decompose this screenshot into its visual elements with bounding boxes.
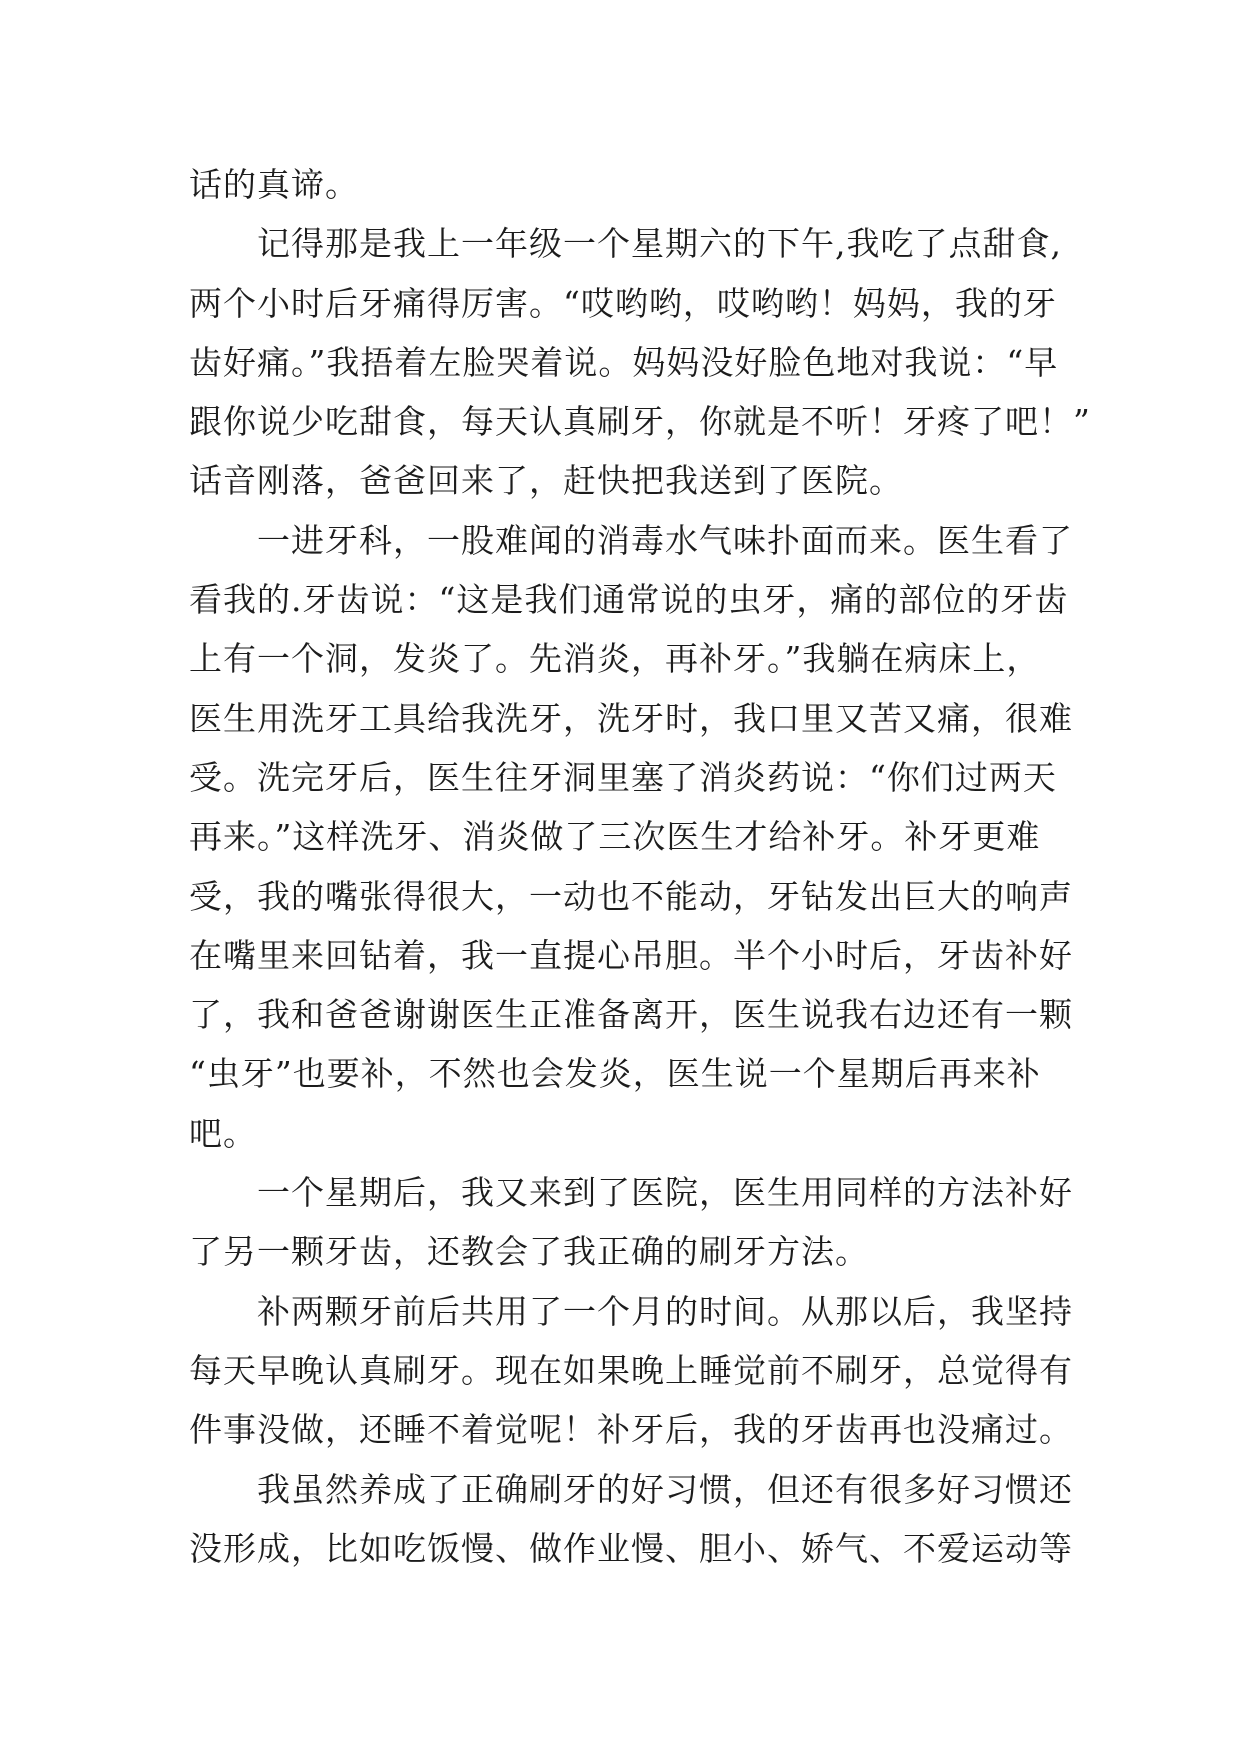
text-line: 了，我和爸爸谢谢医生正准备离开，医生说我右边还有一颗	[189, 995, 1073, 1035]
text-line: 齿好痛。”我捂着左脸哭着说。妈妈没好脸色地对我说：“早	[189, 342, 1059, 382]
paragraph-6	[189, 1460, 1089, 1579]
text-line: 一个星期后，我又来到了医院，医生用同样的方法补好	[257, 1173, 1073, 1213]
text-line: 在嘴里来回钻着，我一直提心吊胆。半个小时后，牙齿补好	[189, 935, 1073, 975]
paragraph-3	[189, 511, 1089, 1163]
text-line: 话音刚落，爸爸回来了，赶快把我送到了医院。	[189, 461, 903, 501]
paragraph-4	[189, 1163, 1089, 1282]
text-line: 上有一个洞，发炎了。先消炎，再补牙。”我躺在病床上，	[189, 639, 1041, 679]
text-line: 话的真谛。	[189, 165, 359, 204]
text-line: 补两颗牙前后共用了一个月的时间。从那以后，我坚持	[257, 1291, 1073, 1331]
text-line: 再来。”这样洗牙、消炎做了三次医生才给补牙。补牙更难	[189, 817, 1041, 857]
text-line: 了另一颗牙齿，还教会了我正确的刷牙方法。	[189, 1232, 869, 1272]
body-text	[189, 155, 1089, 1578]
text-line: 两个小时后牙痛得厉害。“哎哟哟，哎哟哟！妈妈，我的牙	[189, 283, 1057, 323]
text-line: 吧。	[189, 1113, 257, 1153]
paragraph-5	[189, 1282, 1089, 1460]
text-line: 记得那是我上一年级一个星期六的下午,我吃了点甜食,	[257, 224, 1062, 264]
paragraph-1	[189, 155, 1089, 214]
text-line: 医生用洗牙工具给我洗牙，洗牙时，我口里又苦又痛，很难	[189, 698, 1073, 738]
text-line: 一进牙科，一股难闻的消毒水气味扑面而来。医生看了	[257, 520, 1073, 560]
text-line: “虫牙”也要补，不然也会发炎，医生说一个星期后再来补	[189, 1054, 1041, 1094]
text-line: 跟你说少吃甜食，每天认真刷牙，你就是不听！牙疼了吧！”	[189, 402, 1091, 442]
text-line: 没形成，比如吃饭慢、做作业慢、胆小、娇气、不爱运动等	[189, 1528, 1073, 1568]
text-line: 受。洗完牙后，医生往牙洞里塞了消炎药说：“你们过两天	[189, 757, 1057, 797]
text-line: 每天早晚认真刷牙。现在如果晚上睡觉前不刷牙，总觉得有	[189, 1350, 1073, 1390]
text-line: 件事没做，还睡不着觉呢！补牙后，我的牙齿再也没痛过。	[189, 1410, 1073, 1450]
text-line: 我虽然养成了正确刷牙的好习惯，但还有很多好习惯还	[257, 1469, 1073, 1509]
paragraph-2	[189, 214, 1089, 510]
text-line: 受，我的嘴张得很大，一动也不能动，牙钻发出巨大的响声	[189, 876, 1073, 916]
text-line: 看我的.牙齿说：“这是我们通常说的虫牙，痛的部位的牙齿	[189, 580, 1069, 620]
